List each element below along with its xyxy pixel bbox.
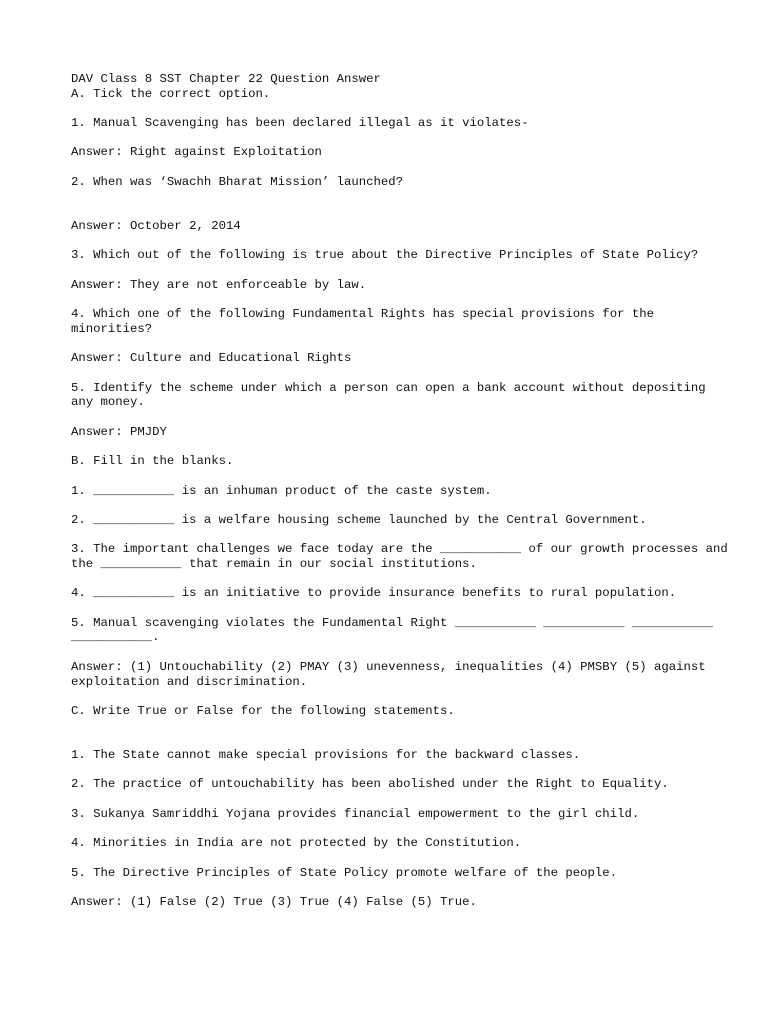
section-b-answer: Answer: (1) Untouchability (2) PMAY (3) unevenness, inequalities (4) PMSBY (5) against exploitation and discrimination.: [71, 659, 714, 689]
section-b-question-5: 5. Manual scavenging violates the Fundamental Right ___________ ___________ ___________ ___________.: [71, 615, 721, 645]
section-c-statement-3: 3. Sukanya Samriddhi Yojana provides financial empowerment to the girl child.: [71, 806, 640, 821]
document-page: [71, 72, 736, 910]
section-a-answer-5: Answer: PMJDY: [71, 424, 167, 439]
section-a-answer-3: Answer: They are not enforceable by law.: [71, 277, 367, 292]
section-c-statement-2: 2. The practice of untouchability has been abolished under the Right to Equality.: [71, 777, 669, 792]
section-b-question-4: 4. ___________ is an initiative to provide insurance benefits to rural population.: [71, 586, 677, 601]
section-a-heading: A. Tick the correct option.: [71, 86, 271, 101]
section-a-question-1: 1. Manual Scavenging has been declared illegal as it violates-: [71, 116, 529, 131]
section-a-answer-4: Answer: Culture and Educational Rights: [71, 351, 352, 366]
section-c-statement-5: 5. The Directive Principles of State Policy promote welfare of the people.: [71, 865, 618, 880]
section-b-heading: B. Fill in the blanks.: [71, 454, 234, 469]
section-a-question-4: 4. Which one of the following Fundamental Rights has special provisions for the minorities?: [71, 307, 662, 336]
section-a-question-5: 5. Identify the scheme under which a person can open a bank account without depositing any money.: [71, 380, 714, 410]
section-a-question-2: 2. When was ‘Swachh Bharat Mission’ launched?: [71, 174, 404, 189]
section-b-question-3: 3. The important challenges we face today are the ___________ of our growth processes and the ___________ that remain in our social institutions.: [71, 542, 736, 571]
section-b-question-1: 1. ___________ is an inhuman product of the caste system.: [71, 483, 492, 498]
section-c-statement-4: 4. Minorities in India are not protected by the Constitution.: [71, 836, 522, 851]
section-c-heading: C. Write True or False for the following statements.: [71, 703, 455, 718]
section-a-question-3: 3. Which out of the following is true about the Directive Principles of State Policy?: [71, 248, 699, 263]
section-c-statement-1: 1. The State cannot make special provisions for the backward classes.: [71, 748, 581, 763]
document-title: DAV Class 8 SST Chapter 22 Question Answer: [71, 72, 381, 86]
section-a-answer-1: Answer: Right against Exploitation: [71, 145, 322, 160]
section-a-answer-2: Answer: October 2, 2014: [71, 218, 241, 233]
section-b-question-2: 2. ___________ is a welfare housing scheme launched by the Central Government.: [71, 512, 647, 527]
section-c-answer: Answer: (1) False (2) True (3) True (4) False (5) True.: [71, 895, 477, 909]
